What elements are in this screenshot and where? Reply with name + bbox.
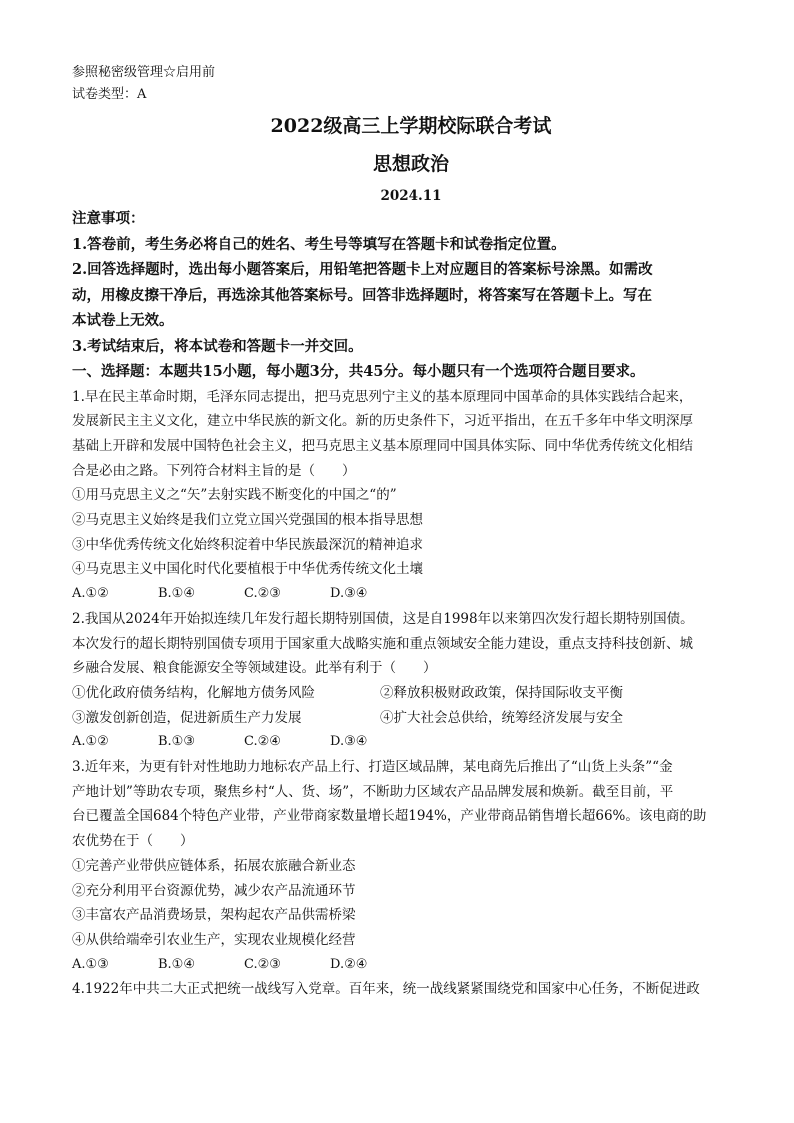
question-2-text: 乡融合发展、粮食能源安全等领域建设。此举有利于（ ） [72,660,437,677]
question-1-statement: ③中华优秀传统文化始终积淀着中华民族最深沉的精神追求 [72,536,423,553]
secret-level: 参照秘密级管理☆启用前 [72,65,216,80]
subject-title: 思想政治 [372,153,449,175]
option-b: B.①④ [158,956,195,972]
option-d: D.③④ [330,734,368,750]
notice-item: 本试卷上无效。 [72,312,174,329]
question-3-text: 农优势在于（ ） [72,833,194,850]
question-3-statement: ②充分利用平台资源优势，减少农产品流通环节 [72,882,356,899]
question-3-statement: ④从供给端牵引农业生产，实现农业规模化经营 [72,931,356,948]
question-3-text: 台已覆盖全国684个特色产业带，产业带商家数量增长超194%，产业带商品销售增长超66%。该电商的助 [72,808,707,825]
exam-page [72,62,722,1002]
exam-title: 2022级高三上学期校际联合考试 [270,115,552,137]
section-heading: 一、选择题：本题共15小题，每小题3分，共45分。每小题只有一个选项符合题目要求。 [72,363,645,380]
question-2-text: 2.我国从2024年开始拟连续几年发行超长期特别国债，这是自1998年以来第四次发行超长期特别国债。 [72,610,694,627]
question-1-text: 发展新民主主义文化，建立中华民族的新文化。新的历史条件下，习近平指出，在五千多年中华文明深厚 [72,413,693,430]
option-b: B.①③ [158,734,195,750]
notice-item: 1.答卷前，考生务必将自己的姓名、考生号等填写在答题卡和试卷指定位置。 [72,235,566,253]
question-1-statement: ④马克思主义中国化时代化要植根于中华优秀传统文化土壤 [72,561,423,578]
question-1-options [72,582,722,607]
option-a: A.①② [72,586,109,602]
exam-date: 2024.11 [380,188,442,204]
question-2-statement-row [72,706,722,731]
notice-item: 3.考试结束后，将本试卷和答题卡一并交回。 [72,337,363,355]
question-2-text: 本次发行的超长期特别国债专项用于国家重大战略实施和重点领域安全能力建设，重点支持科技创新、城 [72,635,693,652]
question-3-options [72,953,722,978]
question-2-options [72,730,722,755]
option-b: B.①④ [158,586,195,602]
question-2-statement: ②释放积极财政政策，保持国际收支平衡 [380,684,623,701]
option-c: C.②③ [244,586,281,602]
option-c: C.②④ [244,734,281,750]
question-2-statement-row [72,681,722,706]
question-1-statement: ①用马克思主义之“矢”去射实践不断变化的中国之“的” [72,487,397,504]
question-1-text: 合是必由之路。下列符合材料主旨的是（ ） [72,462,356,479]
question-2-statement: ④扩大社会总供给，统筹经济发展与安全 [380,709,623,726]
question-3-statement: ①完善产业带供应链体系，拓展农旅融合新业态 [72,857,356,874]
question-3-text: 产地计划”等助农专项，聚焦乡村“人、货、场”，不断助力区域农产品品牌发展和焕新。截至目前，平 [72,783,674,800]
option-d: D.②④ [330,956,368,972]
question-4-text: 4.1922年中共二大正式把统一战线写入党章。百年来，统一战线紧紧围绕党和国家中心任务，不断促进政 [72,981,700,998]
notice-item: 2.回答选择题时，选出每小题答案后，用铅笔把答题卡上对应题目的答案标号涂黑。如需改 [72,261,653,278]
notice-item: 动，用橡皮擦干净后，再选涂其他答案标号。回答非选择题时，将答案写在答题卡上。写在 [72,286,652,304]
option-a: A.①③ [72,956,109,972]
question-3-text: 3.近年来，为更有针对性地助力地标农产品上行、打造区域品牌，某电商先后推出了“山货上头条”“金 [72,759,673,776]
question-2-statement: ③激发创新创造，促进新质生产力发展 [72,709,302,726]
question-1-text: 1.早在民主革命时期，毛泽东同志提出，把马克思列宁主义的基本原理同中国革命的具体实践结合起来， [72,388,693,405]
question-2-statement: ①优化政府债务结构，化解地方债务风险 [72,684,315,701]
option-d: D.③④ [330,586,368,602]
question-1-statement: ②马克思主义始终是我们立党立国兴党强国的根本指导思想 [72,512,423,529]
option-c: C.②③ [244,956,281,972]
question-3-statement: ③丰富农产品消费场景，架构起农产品供需桥梁 [72,907,356,924]
notice-heading: 注意事项： [72,210,145,227]
question-1-text: 基础上开辟和发展中国特色社会主义，把马克思主义基本原理同中国具体实际、同中华优秀传统文化相结 [72,437,693,454]
paper-type: 试卷类型：A [72,87,147,102]
option-a: A.①② [72,734,109,750]
